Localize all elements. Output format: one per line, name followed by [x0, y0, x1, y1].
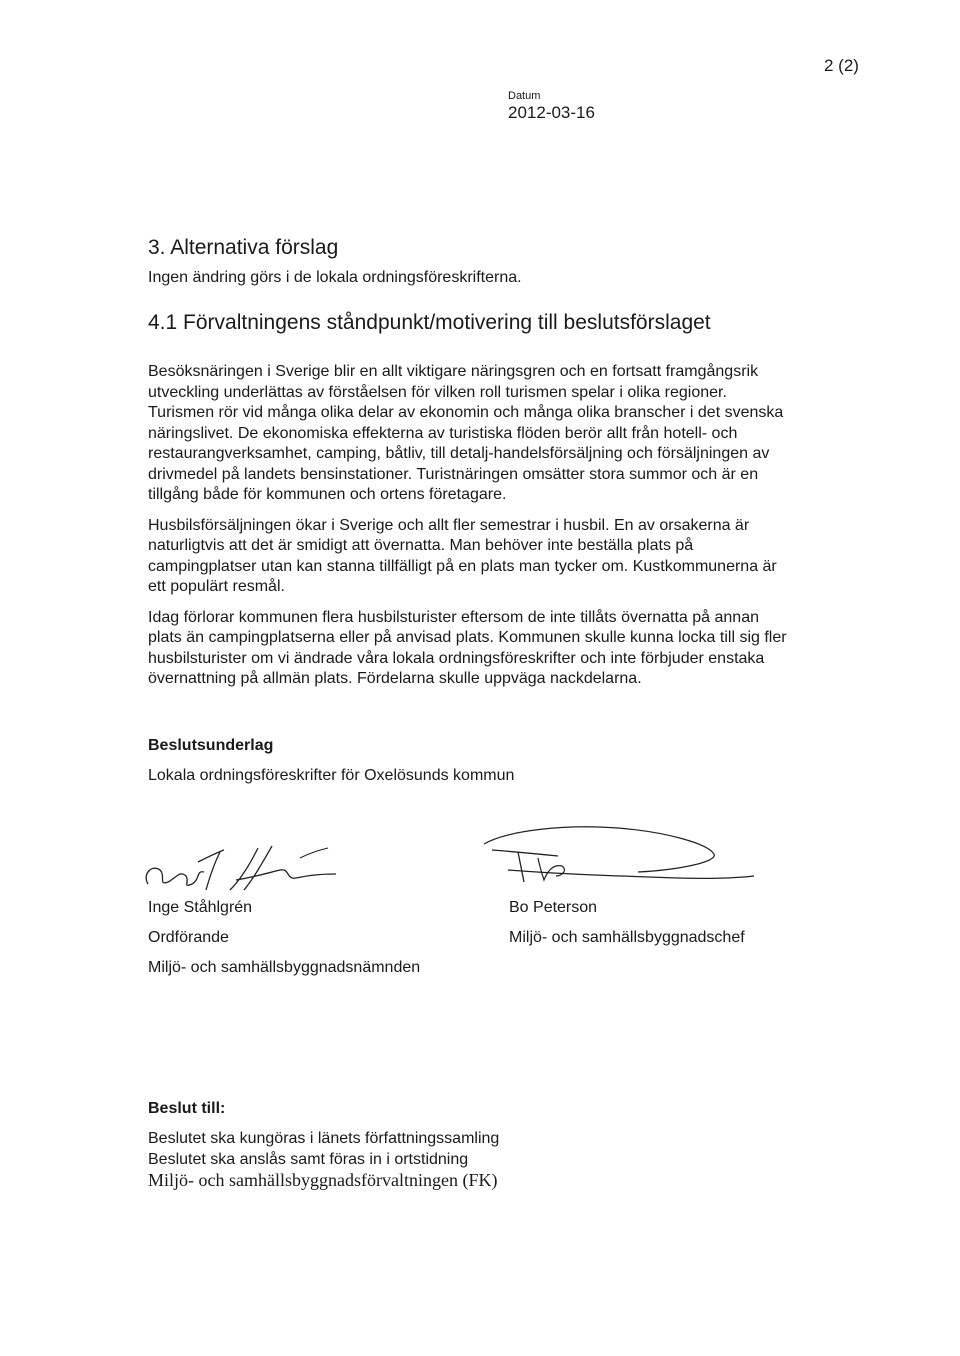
section-4-1-body — [148, 362, 788, 700]
signer-right-role: Miljö- och samhällsbyggnadschef — [509, 929, 745, 946]
paragraph: Besöksnäringen i Sverige blir en allt viktigare näringsgren och en fortsatt framgångsrik utveckling underlättas av förståelsen för vilken roll turismen spelar i olika regioner. Turismen rör vid många olika delar av ekonomin och många olika branscher i det svenska näringslivet. De ekonomiska effekterna av turistiska flöden berör allt från hotell- och restaurangverksamhet, camping, båtliv, till detalj-handelsförsäljning och försäljningen av drivmedel på landets bensinstationer. Turistnäringen omsätter stora summor och är en tillgång både för kommunen och ortens företagare. — [148, 363, 784, 503]
signature-right — [478, 820, 758, 890]
section-3-heading: 3. Alternativa förslag — [148, 236, 339, 259]
signer-left-role: Ordförande — [148, 929, 229, 946]
beslutsunderlag-heading: Beslutsunderlag — [148, 737, 274, 754]
beslut-till-line: Beslutet ska anslås samt föras in i ortstidning — [148, 1151, 469, 1168]
signer-left-name: Inge Ståhlgrén — [148, 899, 253, 916]
date-value: 2012-03-16 — [508, 103, 595, 122]
page-number: 2 (2) — [824, 56, 859, 75]
section-4-1-heading: 4.1 Förvaltningens ståndpunkt/motivering till beslutsförslaget — [148, 311, 711, 334]
paragraph: Idag förlorar kommunen flera husbilsturister eftersom de inte tillåts övernatta på annan plats än campingplatserna eller på anvisad plats. Kommunen skulle kunna locka till sig fler husbilsturister om vi ändrade våra lokala ordningsföreskrifter och inte förbjuder enstaka övernattning på allmän plats. Fördelarna skulle uppväga nackdelarna. — [148, 608, 787, 687]
signature-left — [140, 840, 360, 900]
date-label: Datum — [508, 90, 541, 102]
beslut-till-line: Miljö- och samhällsbyggnadsförvaltningen (FK) — [148, 1170, 498, 1190]
signer-right-name: Bo Peterson — [509, 899, 598, 916]
signer-left-department: Miljö- och samhällsbyggnadsnämnden — [148, 959, 421, 976]
beslut-till-line: Beslutet ska kungöras i länets författningssamling — [148, 1130, 500, 1147]
beslutsunderlag-text: Lokala ordningsföreskrifter för Oxelösunds kommun — [148, 767, 515, 784]
beslut-till-heading: Beslut till: — [148, 1100, 226, 1117]
section-3-text: Ingen ändring görs i de lokala ordningsföreskrifterna. — [148, 269, 522, 286]
paragraph: Husbilsförsäljningen ökar i Sverige och allt fler semestrar i husbil. En av orsakerna är naturligtvis att det är smidigt att övernatta. Man behöver inte beställa plats på campingplatser utan kan stanna tillfälligt på en plats man tycker om. Kustkommunerna är ett populärt resmål. — [148, 516, 777, 595]
